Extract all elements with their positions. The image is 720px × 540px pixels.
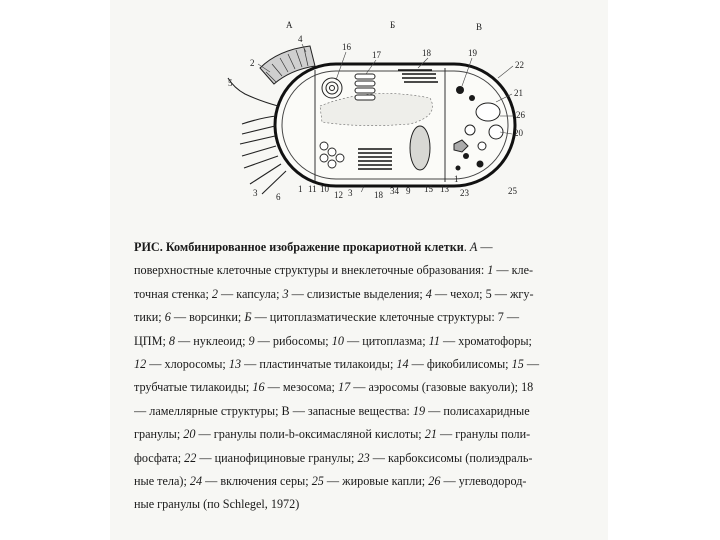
- caption-text-run: — мезосома;: [264, 380, 338, 395]
- callout-label: 10: [320, 184, 329, 194]
- caption-line: [134, 376, 592, 399]
- caption-text-run: —: [523, 356, 540, 371]
- caption-text-run: — ламеллярные структуры; В — запасные вещества:: [134, 403, 413, 418]
- caption-line: [134, 330, 592, 353]
- caption-text-run: фосфата;: [134, 450, 185, 465]
- caption-text-run: 21: [424, 427, 437, 442]
- caption-text-run: Б: [244, 310, 252, 325]
- callout-label: 5: [228, 78, 233, 88]
- caption-text-run: ные гранулы (по Schlegel, 1972): [134, 497, 300, 512]
- caption-text-run: — чехол; 5 — жгу-: [431, 286, 534, 301]
- caption-text-run: 23: [357, 450, 370, 465]
- caption-text-run: — цианофициновые гранулы;: [196, 450, 358, 465]
- caption-text-run: 20: [183, 427, 196, 442]
- caption-text-run: 17: [337, 380, 351, 395]
- caption-text-run: 26: [428, 473, 441, 488]
- caption-text-run: — слизистые выделения;: [288, 286, 426, 301]
- callout-label: 18: [374, 190, 383, 200]
- caption-text-run: ЦПМ;: [134, 333, 169, 348]
- callout-label: 7: [360, 184, 365, 194]
- caption-line: [134, 259, 592, 282]
- callout-label: 23: [460, 188, 469, 198]
- cell-diagram: [110, 6, 608, 216]
- caption-text-run: — рибосомы;: [254, 333, 332, 348]
- caption-line: [134, 400, 592, 423]
- section-label-b: Б: [390, 20, 396, 30]
- caption-text-run: 24: [189, 473, 203, 488]
- caption-text-run: 14: [396, 356, 409, 371]
- callout-label: 1: [298, 184, 303, 194]
- callout-label: 3: [348, 188, 353, 198]
- caption-text-run: — карбоксисомы (полиэдраль-: [369, 450, 533, 465]
- caption-text-run: поверхностные клеточные структуры и внеклеточные образования:: [134, 263, 488, 278]
- caption-text-run: 11: [428, 333, 440, 348]
- callout-label: 3: [253, 188, 258, 198]
- callout-label: 4: [298, 34, 303, 44]
- section-label-a: А: [286, 20, 293, 30]
- caption-text-run: 22: [184, 450, 197, 465]
- caption-text-run: — хлоросомы;: [146, 356, 229, 371]
- caption-line: [134, 493, 592, 516]
- caption-text-run: — цитоплазматические клеточные структуры: 7 —: [251, 310, 520, 325]
- caption-text-run: РИС. Комбинированное изображение прокариотной клетки: [134, 240, 464, 254]
- caption-text-run: — полисахаридные: [425, 403, 530, 418]
- caption-text-run: 13: [228, 356, 242, 371]
- caption-line: [134, 283, 592, 306]
- callout-label: 21: [514, 88, 523, 98]
- tubular-thylakoids: [410, 126, 430, 170]
- callout-label: 18: [422, 48, 431, 58]
- caption-line: [134, 470, 592, 493]
- prokaryotic-cell-illustration: [110, 6, 608, 216]
- caption-text-run: точная стенка;: [134, 286, 212, 301]
- caption-text-run: —: [477, 240, 493, 254]
- callout-label: 12: [334, 190, 343, 200]
- section-label-c: В: [476, 22, 483, 32]
- caption-text-run: — гранулы поли-b-оксимасляной кислоты;: [195, 427, 425, 442]
- caption-text-run: 2: [211, 286, 218, 301]
- caption-text-run: — ворсинки;: [170, 310, 245, 325]
- caption-text-run: — гранулы поли-: [436, 427, 531, 442]
- caption-text-run: 1: [487, 263, 494, 278]
- caption-text-run: трубчатые тилакоиды;: [134, 380, 253, 395]
- figure-caption: [134, 236, 592, 517]
- caption-text-run: 25: [311, 473, 324, 488]
- caption-text-run: — нуклеоид;: [174, 333, 249, 348]
- caption-text-run: — капсула;: [218, 286, 283, 301]
- callout-label: 11: [308, 184, 317, 194]
- caption-text-run: тики;: [134, 310, 165, 325]
- callout-label: 6: [276, 192, 281, 202]
- callout-label: 25: [508, 186, 517, 196]
- caption-text-run: 12: [134, 356, 147, 371]
- caption-text-run: 10: [331, 333, 344, 348]
- callout-label: 26: [516, 110, 525, 120]
- caption-text-run: — кле-: [493, 263, 534, 278]
- caption-text-run: ные тела);: [134, 473, 190, 488]
- callout-label: 17: [372, 50, 381, 60]
- caption-text-run: 6: [164, 310, 171, 325]
- callout-label: 22: [515, 60, 524, 70]
- caption-text-run: — углеводород-: [440, 473, 527, 488]
- caption-text-run: 9: [248, 333, 255, 348]
- callout-label: 19: [468, 48, 477, 58]
- caption-text-run: — включения серы;: [202, 473, 312, 488]
- caption-text-run: — жировые капли;: [323, 473, 429, 488]
- callout-label: 34: [390, 186, 399, 196]
- callout-label: 9: [406, 186, 411, 196]
- caption-text-run: — пластинчатые тилакоиды;: [241, 356, 397, 371]
- caption-text-run: гранулы;: [134, 427, 184, 442]
- caption-text-run: — цитоплазма;: [343, 333, 429, 348]
- callout-label: 1: [454, 174, 459, 184]
- caption-text-run: — хроматофоры;: [439, 333, 532, 348]
- caption-line: [134, 447, 592, 470]
- callout-label: 13: [440, 184, 449, 194]
- callout-label: 15: [424, 184, 433, 194]
- caption-text-run: 8: [168, 333, 175, 348]
- caption-text-run: 4: [425, 286, 432, 301]
- caption-text-run: — фикобилисомы;: [408, 356, 512, 371]
- caption-text-run: .: [463, 240, 470, 254]
- caption-text-run: 19: [412, 403, 426, 418]
- caption-line: [134, 306, 592, 329]
- caption-text-run: — аэросомы (газовые вакуоли); 18: [350, 380, 534, 395]
- cell-wall: [275, 64, 515, 186]
- caption-line: [134, 353, 592, 376]
- callout-label: 20: [514, 128, 523, 138]
- caption-text-run: 16: [252, 380, 265, 395]
- caption-text-run: 3: [282, 286, 289, 301]
- caption-text-run: А: [469, 240, 478, 254]
- caption-line: [134, 236, 592, 259]
- callout-label: 16: [342, 42, 351, 52]
- callout-label: 2: [250, 58, 255, 68]
- caption-text-run: 15: [511, 356, 524, 371]
- caption-line: [134, 423, 592, 446]
